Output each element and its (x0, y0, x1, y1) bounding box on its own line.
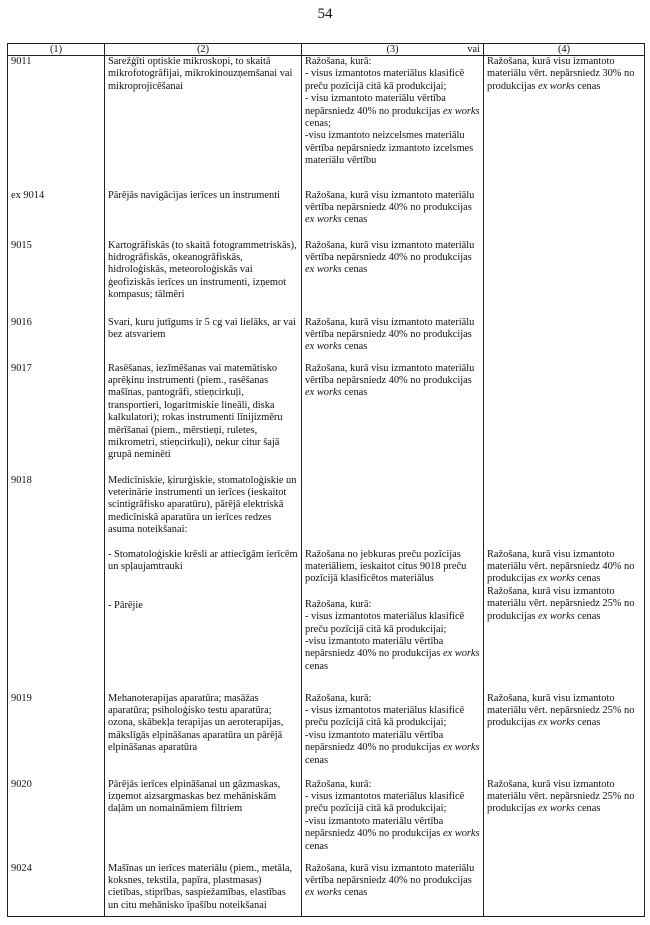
description-cell (105, 475, 302, 693)
table-row (8, 190, 645, 240)
rules-table (7, 43, 645, 917)
code-cell: 9018 (8, 475, 105, 693)
code-cell: 9019 (8, 693, 105, 779)
rule4-cell: Ražošana, kurā visu izmantoto materiālu vērt. nepārsniedz 25% no produkcijas ex works cenas (484, 693, 645, 779)
rule3-cell: Ražošana, kurā visu izmantoto materiālu vērtība nepārsniedz 40% no produkcijas ex works cenas (302, 240, 484, 317)
rule4-cell (484, 863, 645, 917)
description-cell: Mehanoterapijas aparatūra; masāžas aparatūra; psiholoģisko testu aparatūra; ozona, skābekļa terapijas un aeroterapijas, mākslīgās elpināšanas aparatūra un pārējā elpināšanas aparatūra (105, 693, 302, 779)
description-cell: Pārējās ierīces elpināšanai un gāzmaskas, izņemot aizsargmaskas bez mehāniskām daļām un nomaināmiem filtriem (105, 779, 302, 863)
page-number: 54 (317, 6, 333, 22)
description-cell: Kartogrāfiskās (to skaitā fotogrammetriskās), hidrogrāfiskās, okeanogrāfiskās, hidroloģiskās, meteoroloģiskās vai ģeofiziskās ierīces un instrumenti, izņemot kompasus; tālmēri (105, 240, 302, 317)
header-or-label: vai (467, 44, 480, 55)
rule3-cell: Ražošana, kurā visu izmantoto materiālu vērtība nepārsniedz 40% no produkcijas ex works cenas (302, 190, 484, 240)
rule3-cell (302, 475, 484, 693)
rule3-cell: Ražošana, kurā visu izmantoto materiālu vērtība nepārsniedz 40% no produkcijas ex works cenas (302, 863, 484, 917)
sub-item-rule3: Ražošana, kurā: - visus izmantotos materiālus klasificē preču pozīcijā citā kā produkcijai; -visu izmantoto materiālu vērtība nepārsniedz 40% no produkcijas ex works cenas (305, 598, 480, 672)
rule4-cell (484, 317, 645, 363)
sub-item-rule4: Ražošana, kurā visu izmantoto materiālu vērt. nepārsniedz 25% no produkcijas ex works cenas (487, 585, 635, 622)
code-cell: 9024 (8, 863, 105, 917)
code-cell: 9015 (8, 240, 105, 317)
description-cell: Mašīnas un ierīces materiālu (piem., metāla, koksnes, tekstila, papīra, plastmasas) cietības, stiprības, saspiežamības, elastības un citu mehānisko īpašību noteikšanai (105, 863, 302, 917)
table-row (8, 475, 645, 693)
rule4-cell (484, 475, 645, 693)
description-cell: Rasēšanas, iezīmēšanas vai matemātisko aprēķinu instrumenti (piem., rasēšanas mašīnas, pantogrāfi, stieņcirkuļi, transportieri, logaritmiskie lineāli, diska kalkulatori); rokas instrumenti līnijizmēru mērīšanai (piem., mērstieņi, ruletes, mikrometri, stieņcirkuļi), nekur citur šajā grupā neminēti (105, 363, 302, 475)
rule3-cell: Ražošana, kurā visu izmantoto materiālu vērtība nepārsniedz 40% no produkcijas ex works cenas (302, 363, 484, 475)
header-col2: (2) (105, 44, 302, 56)
group-description: Medicīniskie, ķirurģiskie, stomatoloģiskie un veterinārie instrumenti un ierīces (ieskaitot scintigrāfisko aparatūru), pārējā elektriskā medicīniskā aparatūra un ierīces redzes asuma noteikšanai: (108, 474, 297, 536)
code-cell: 9016 (8, 317, 105, 363)
rule3-cell: Ražošana, kurā visu izmantoto materiālu vērtība nepārsniedz 40% no produkcijas ex works cenas (302, 317, 484, 363)
table-header-row (8, 44, 645, 56)
sub-item-description: - Pārējie (108, 600, 143, 612)
rule3-cell: Ražošana, kurā: - visus izmantotos materiālus klasificē preču pozīcijā citā kā produkcijai; -visu izmantoto materiālu vērtība nepārsniedz 40% no produkcijas ex works cenas (302, 779, 484, 863)
table-row (8, 863, 645, 917)
rule4-cell (484, 240, 645, 317)
rule3-cell: Ražošana, kurā: - visus izmantotos materiālus klasificē preču pozīcijā citā kā produkcijai; -visu izmantoto materiālu vērtība nepārsniedz 40% no produkcijas ex works cenas (302, 693, 484, 779)
rule3-cell: Ražošana, kurā: - visus izmantotos materiālus klasificē preču pozīcijā citā kā produkcijai; - visu izmantoto materiālu vērtība nepārsniedz 40% no produkcijas ex works cenas; -visu izmantoto neizcelsmes materiālu vērtība nepārsniedz izmantoto izcelsmes materiālu vērtību (302, 56, 484, 190)
header-col1: (1) (8, 44, 105, 56)
rule4-cell (484, 363, 645, 475)
description-cell: Svari, kuru jutīgums ir 5 cg vai lielāks, ar vai bez atsvariem (105, 317, 302, 363)
rule4-cell: Ražošana, kurā visu izmantoto materiālu vērt. nepārsniedz 30% no produkcijas ex works cenas (484, 56, 645, 190)
table-row (8, 240, 645, 317)
table-row (8, 317, 645, 363)
sub-item-description: - Stomatoloģiskie krēsli ar attiecīgām ierīcēm un spļaujamtrauki (108, 548, 298, 572)
table-row (8, 693, 645, 779)
rule4-cell (484, 190, 645, 240)
table-row (8, 363, 645, 475)
code-cell: 9011 (8, 56, 105, 190)
description-cell: Sarežģīti optiskie mikroskopi, to skaitā mikrofotogrāfijai, mikrokinouzņemšanai vai mikroprojicēšanai (105, 56, 302, 190)
code-cell: 9017 (8, 363, 105, 475)
header-col3-label: (3) (386, 44, 399, 55)
code-cell: 9020 (8, 779, 105, 863)
header-col4: (4) (484, 44, 645, 56)
description-cell: Pārējās navigācijas ierīces un instrumenti (105, 190, 302, 240)
code-cell: ex 9014 (8, 190, 105, 240)
sub-item-rule3: Ražošana no jebkuras preču pozīcijas materiāliem, ieskaitot citus 9018 preču pozīcijā klasificētos materiālus (305, 548, 467, 585)
table-row (8, 779, 645, 863)
sub-item-rule4: Ražošana, kurā visu izmantoto materiālu vērt. nepārsniedz 40% no produkcijas ex works cenas (487, 548, 635, 585)
rule4-cell: Ražošana, kurā visu izmantoto materiālu vērt. nepārsniedz 25% no produkcijas ex works cenas (484, 779, 645, 863)
header-col3 (302, 44, 484, 56)
table-row (8, 56, 645, 190)
